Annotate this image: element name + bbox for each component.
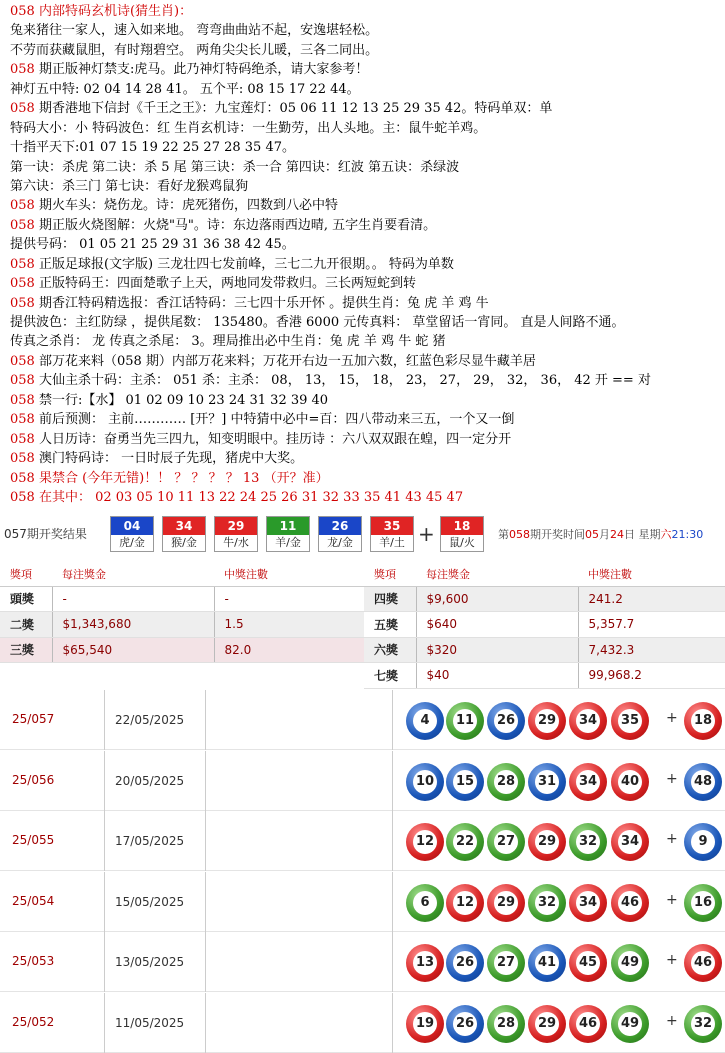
history-divider [392,751,393,811]
history-ball-number: 34 [576,891,600,915]
ball-number: 04 [111,517,153,535]
prediction-line [10,119,715,138]
prediction-text: 期火车头：烧伤龙。诗：虎死猪伤，四数到八必中特 [38,198,338,214]
prediction-line [10,449,715,468]
issue-number: 058 [10,353,39,369]
ball-zodiac: 羊/金 [275,536,301,549]
prediction-text: 期正版神灯禁支:虎马。此乃神灯特码绝杀，请大家参考！ [38,62,369,78]
prediction-line [10,410,715,429]
prediction-text: 期正版火烧图解：火烧"马"。诗：东边落雨西边晴, 五字生肖要看清。 [38,217,437,233]
issue-number: 058 [10,62,39,78]
prediction-text: 禁一行:【水】 01 02 09 10 23 24 31 32 39 40 [38,392,329,408]
prediction-line [10,313,715,332]
history-ball [569,702,607,740]
history-ball [487,823,525,861]
prediction-line [10,138,715,157]
ball-zodiac: 鼠/火 [449,536,475,549]
history-period: 25/055 [12,833,55,847]
history-ball-number: 12 [453,891,477,915]
prediction-text: 内部特码玄机诗(猜生肖)： [38,4,193,19]
prediction-text: 在其中： 02 03 05 10 11 13 22 24 25 26 31 32 33 35 41 43 45 47 [38,489,464,505]
special-ball [440,516,484,552]
history-date: 20/05/2025 [104,751,206,811]
history-ball-number: 12 [413,830,437,854]
history-date: 17/05/2025 [104,811,206,871]
prediction-text: 期香江特码精选报：香江话特码：三七四十乐开怀 。提供生肖：兔 虎 羊 鸡 牛 [38,295,489,311]
prize-count: 99,968.2 [578,663,725,689]
history-ball [487,884,525,922]
history-ball-number: 34 [618,830,642,854]
history-date: 13/05/2025 [104,932,206,992]
prediction-text: 提供波色：主红防绿 ，提供尾数： 135480。香港 6000 元传真料： 草堂留话一宵同。 直是人间路不通。 [10,315,625,330]
issue-number: 058 [10,276,39,292]
history-ball [487,763,525,801]
history-plus-sign: + [666,891,678,908]
history-ball [611,702,649,740]
draw-time: 21:30 [671,528,704,541]
history-ball [528,763,566,801]
prediction-text: 不劳而获藏鼠胆，有时翔碧空。 两角尖尖长儿暖，三各二同出。 [10,42,379,58]
result-ball [266,516,310,552]
history-ball-number: 10 [413,770,437,794]
history-ball [487,1005,525,1043]
history-ball-number: 35 [618,709,642,733]
issue-number: 058 [10,431,39,447]
draw-history-list [0,690,725,1053]
draw-day: 24 [610,528,624,541]
prediction-text: 澳门特码诗： 一日时辰子先现，猪虎中大奖。 [38,451,304,467]
prediction-text: 兔来猪往一家人，速入如来地。 弯弯曲曲站不起，安逸堪轻松。 [10,23,379,39]
history-ball [569,763,607,801]
prize-level: 七獎 [364,663,416,689]
history-ball [611,763,649,801]
ball-number: 18 [441,517,483,535]
prize-header-cell: 獎項 [364,562,416,586]
history-ball-number: 27 [494,951,518,975]
prediction-text: 第六诀：杀三门 第七诀：看好龙猴鸡鼠狗 [10,178,249,194]
history-ball [569,884,607,922]
history-ball-number: 41 [535,951,559,975]
prediction-line [10,235,715,254]
prize-row [0,612,364,638]
history-period: 25/054 [12,893,55,908]
issue-number: 058 [10,4,39,19]
prize-header-cell: 每注獎金 [416,562,578,586]
history-ball [528,823,566,861]
history-plus-sign: + [666,952,678,968]
prize-header-cell: 獎項 [0,562,52,586]
draw-day-unit: 日 星期 [624,528,661,541]
history-ball-number: 46 [618,891,642,915]
ball-number: 29 [215,517,257,535]
prediction-line [10,391,715,410]
prize-amount: $640 [416,612,578,638]
history-row [0,872,725,932]
prediction-line [10,255,715,274]
prediction-line [10,216,715,235]
prize-level: 四獎 [364,586,416,612]
history-special-ball [684,702,722,740]
history-ball [569,1005,607,1043]
prize-amount: - [52,586,214,612]
history-ball-number: 46 [691,951,715,975]
prediction-text: 正版足球报(文字版) 三龙壮四七发前峰，三七二九开很期。。 特码为单数 [38,256,454,272]
history-plus-sign: + [666,831,678,847]
draw-month-unit: 月 [599,528,610,541]
prediction-text: 部万花来料（058 期）内部万花来料；万花开右边一五加六数，红蓝色彩尽显牛藏羊居 [38,353,536,369]
history-ball-number: 15 [453,770,477,794]
history-period: 25/053 [12,954,55,968]
issue-number: 058 [10,470,39,486]
history-ball [528,944,566,982]
ball-zodiac: 猴/金 [171,536,197,549]
issue-number: 058 [10,198,39,214]
issue-number: 058 [10,295,39,311]
history-plus-sign: + [666,770,678,787]
history-ball [406,702,444,740]
result-ball [318,516,362,552]
prediction-text: 特码大小：小 特码波色：红 生肖玄机诗：一生勤劳，出人头地。主：鼠牛蛇羊鸡。 [10,120,487,136]
history-ball-number: 49 [618,1012,642,1036]
ball-number: 34 [163,517,205,535]
prize-level: 頭獎 [0,586,52,612]
issue-number: 058 [10,451,39,467]
prediction-line [10,274,715,293]
prediction-line [10,2,715,21]
ball-number: 26 [319,517,361,535]
prediction-line [10,196,715,215]
history-ball [446,884,484,922]
prize-count: 241.2 [578,586,725,612]
prediction-text: 第一诀：杀虎 第二诀：杀 5 尾 第三诀：杀一合 第四诀：红波 第五诀：杀绿波 [10,159,460,175]
history-ball [406,884,444,922]
history-ball [611,884,649,922]
history-ball-number: 4 [413,709,437,733]
history-ball [446,1005,484,1043]
prediction-text-area [0,0,725,515]
history-divider [392,872,393,932]
prize-amount: $1,343,680 [52,612,214,638]
prediction-line [10,294,715,313]
history-ball-number: 28 [494,770,518,794]
prize-header-cell: 每注獎金 [52,562,214,586]
history-ball [611,1005,649,1043]
history-ball-number: 29 [535,830,559,854]
history-ball [487,702,525,740]
history-row [0,690,725,750]
history-date: 15/05/2025 [104,872,206,932]
history-ball-number: 28 [494,1012,518,1036]
prediction-line [10,352,715,371]
prediction-text: 传真之杀肖： 龙 传真之杀尾： 3。理局推出必中生肖：兔 虎 羊 鸡 牛 蛇 猪 [10,334,446,350]
prediction-text: 十指平天下:01 07 15 19 22 25 27 28 35 47。 [10,140,295,156]
history-ball [446,702,484,740]
history-ball-number: 45 [576,951,600,975]
history-ball-number: 26 [453,1012,477,1036]
prize-level: 五獎 [364,612,416,638]
history-ball-number: 9 [691,830,715,854]
prediction-text: 提供号码： 01 05 21 25 29 31 36 38 42 45。 [10,237,295,253]
history-special-ball [684,763,722,801]
prediction-line [10,60,715,79]
draw-weekday: 六 [660,528,672,541]
prize-row [364,586,725,612]
result-label: 057期开奖结果 [4,527,87,541]
history-special-ball [684,823,722,861]
draw-result-bar [0,514,725,554]
history-date: 22/05/2025 [104,690,206,750]
prize-count: 82.0 [214,637,364,663]
history-row [0,993,725,1053]
history-ball [611,944,649,982]
history-ball-number: 32 [691,1012,715,1036]
prize-header-cell: 中獎注數 [214,562,364,586]
issue-number: 058 [10,256,39,272]
history-ball [569,944,607,982]
prediction-line [10,80,715,99]
result-ball [110,516,154,552]
issue-number: 058 [10,489,39,505]
history-ball-number: 32 [576,830,600,854]
prize-amount: $320 [416,637,578,663]
history-ball [528,1005,566,1043]
prize-row [364,637,725,663]
prize-header-cell: 中獎注數 [578,562,725,586]
history-ball-number: 29 [535,1012,559,1036]
prize-amount: $9,600 [416,586,578,612]
history-ball-number: 46 [576,1012,600,1036]
ball-number: 11 [267,517,309,535]
prediction-text: 果禁合 (今年无错)！！ ？ ？ ？ ？ 13 （开？准） [38,470,329,486]
prediction-line [10,41,715,60]
prize-row [364,663,725,689]
ball-zodiac: 龙/金 [327,536,353,549]
prize-table-left [0,562,364,663]
history-ball-number: 48 [691,770,715,794]
history-ball-number: 31 [535,770,559,794]
prize-row [0,637,364,663]
prediction-text: 神灯五中特: 02 04 14 28 41。 五个平: 08 15 17 22 44。 [10,81,360,97]
prize-count: 7,432.3 [578,637,725,663]
history-ball-number: 6 [413,891,437,915]
history-ball [446,823,484,861]
prize-amount: $40 [416,663,578,689]
history-ball-number: 26 [453,951,477,975]
history-row [0,751,725,811]
prize-level: 六獎 [364,637,416,663]
history-ball-number: 40 [618,770,642,794]
draw-number: 058 [509,528,530,541]
prediction-line [10,177,715,196]
prize-count: 5,357.7 [578,612,725,638]
result-ball [370,516,414,552]
history-plus-sign: + [666,710,678,726]
ball-number: 35 [371,517,413,535]
prize-count: - [214,586,364,612]
history-divider [392,690,393,750]
prize-table [0,562,725,686]
history-period: 25/056 [12,772,55,787]
history-row [0,932,725,992]
history-ball-number: 27 [494,830,518,854]
prediction-text: 大仙主杀十码：主杀： 051 杀：主杀： 08， 13， 15， 18， 23， 27， 29， 32， 36， 42 开 == 对 [38,373,651,389]
history-special-ball [684,944,722,982]
history-ball-number: 26 [494,709,518,733]
history-ball-number: 29 [494,891,518,915]
prediction-line [10,430,715,449]
history-ball-number: 13 [413,951,437,975]
prize-count: 1.5 [214,612,364,638]
prediction-text: 正版特码王：四面楚歌子上天，两地同发带救归。三长两短蛇到转 [38,276,416,292]
prize-level: 三獎 [0,637,52,663]
history-ball-number: 22 [453,830,477,854]
prize-row [0,586,364,612]
prize-table-right [364,562,725,689]
history-ball [528,884,566,922]
prediction-line [10,469,715,488]
history-ball [487,944,525,982]
ball-zodiac: 虎/金 [119,536,145,549]
issue-number: 058 [10,392,39,408]
prediction-line [10,21,715,40]
prediction-line [10,332,715,351]
history-ball [569,823,607,861]
history-plus-sign: + [666,1012,678,1029]
prediction-line [10,158,715,177]
prize-row [364,612,725,638]
history-divider [392,932,393,992]
ball-zodiac: 牛/水 [223,536,249,549]
history-divider [392,993,393,1053]
history-ball [406,763,444,801]
history-period: 25/052 [12,1014,55,1029]
history-ball [611,823,649,861]
prize-header-row [0,562,364,586]
prize-amount: $65,540 [52,637,214,663]
issue-number: 058 [10,101,39,117]
history-special-ball [684,1005,722,1043]
issue-number: 058 [10,217,39,233]
history-ball-number: 11 [453,709,477,733]
prediction-text: 期香港地下信封《千王之王》：九宝莲灯：05 06 11 12 13 25 29 35 42。特码单双：单 [38,101,553,117]
history-ball-number: 18 [691,709,715,733]
history-ball [528,702,566,740]
ball-zodiac: 羊/土 [379,536,405,549]
prediction-line [10,371,715,390]
history-ball-number: 49 [618,951,642,975]
history-ball [406,944,444,982]
prediction-line [10,488,715,507]
issue-number: 058 [10,373,39,389]
prediction-line [10,99,715,118]
history-ball [446,944,484,982]
prediction-text: 前后预测： 主前………… [开？] 中特猜中必中=百：四八带动来三五，一个又一倒 [38,412,515,428]
history-ball [406,823,444,861]
history-ball [446,763,484,801]
draw-mid-text: 期开奖时间 [530,528,585,541]
history-ball [406,1005,444,1043]
issue-number: 058 [10,412,39,428]
draw-prefix: 第 [498,528,509,541]
prize-header-row [364,562,725,586]
history-date: 11/05/2025 [104,993,206,1053]
result-plus-sign: + [418,522,435,546]
history-ball-number: 16 [691,891,715,915]
history-period: 25/057 [12,712,55,726]
result-ball [214,516,258,552]
history-ball-number: 19 [413,1012,437,1036]
prize-level: 二獎 [0,612,52,638]
history-ball-number: 34 [576,709,600,733]
draw-month: 05 [585,528,599,541]
prediction-text: 人日历诗：奋勇当先三四九，知变明眼中。挂历诗 ：六八双双跟在蝗，四一定分开 [38,431,512,447]
history-ball-number: 34 [576,770,600,794]
history-ball-number: 29 [535,709,559,733]
result-ball [162,516,206,552]
next-draw-info [498,526,703,542]
history-special-ball [684,884,722,922]
history-divider [392,811,393,871]
history-ball-number: 32 [535,891,559,915]
history-row [0,811,725,871]
